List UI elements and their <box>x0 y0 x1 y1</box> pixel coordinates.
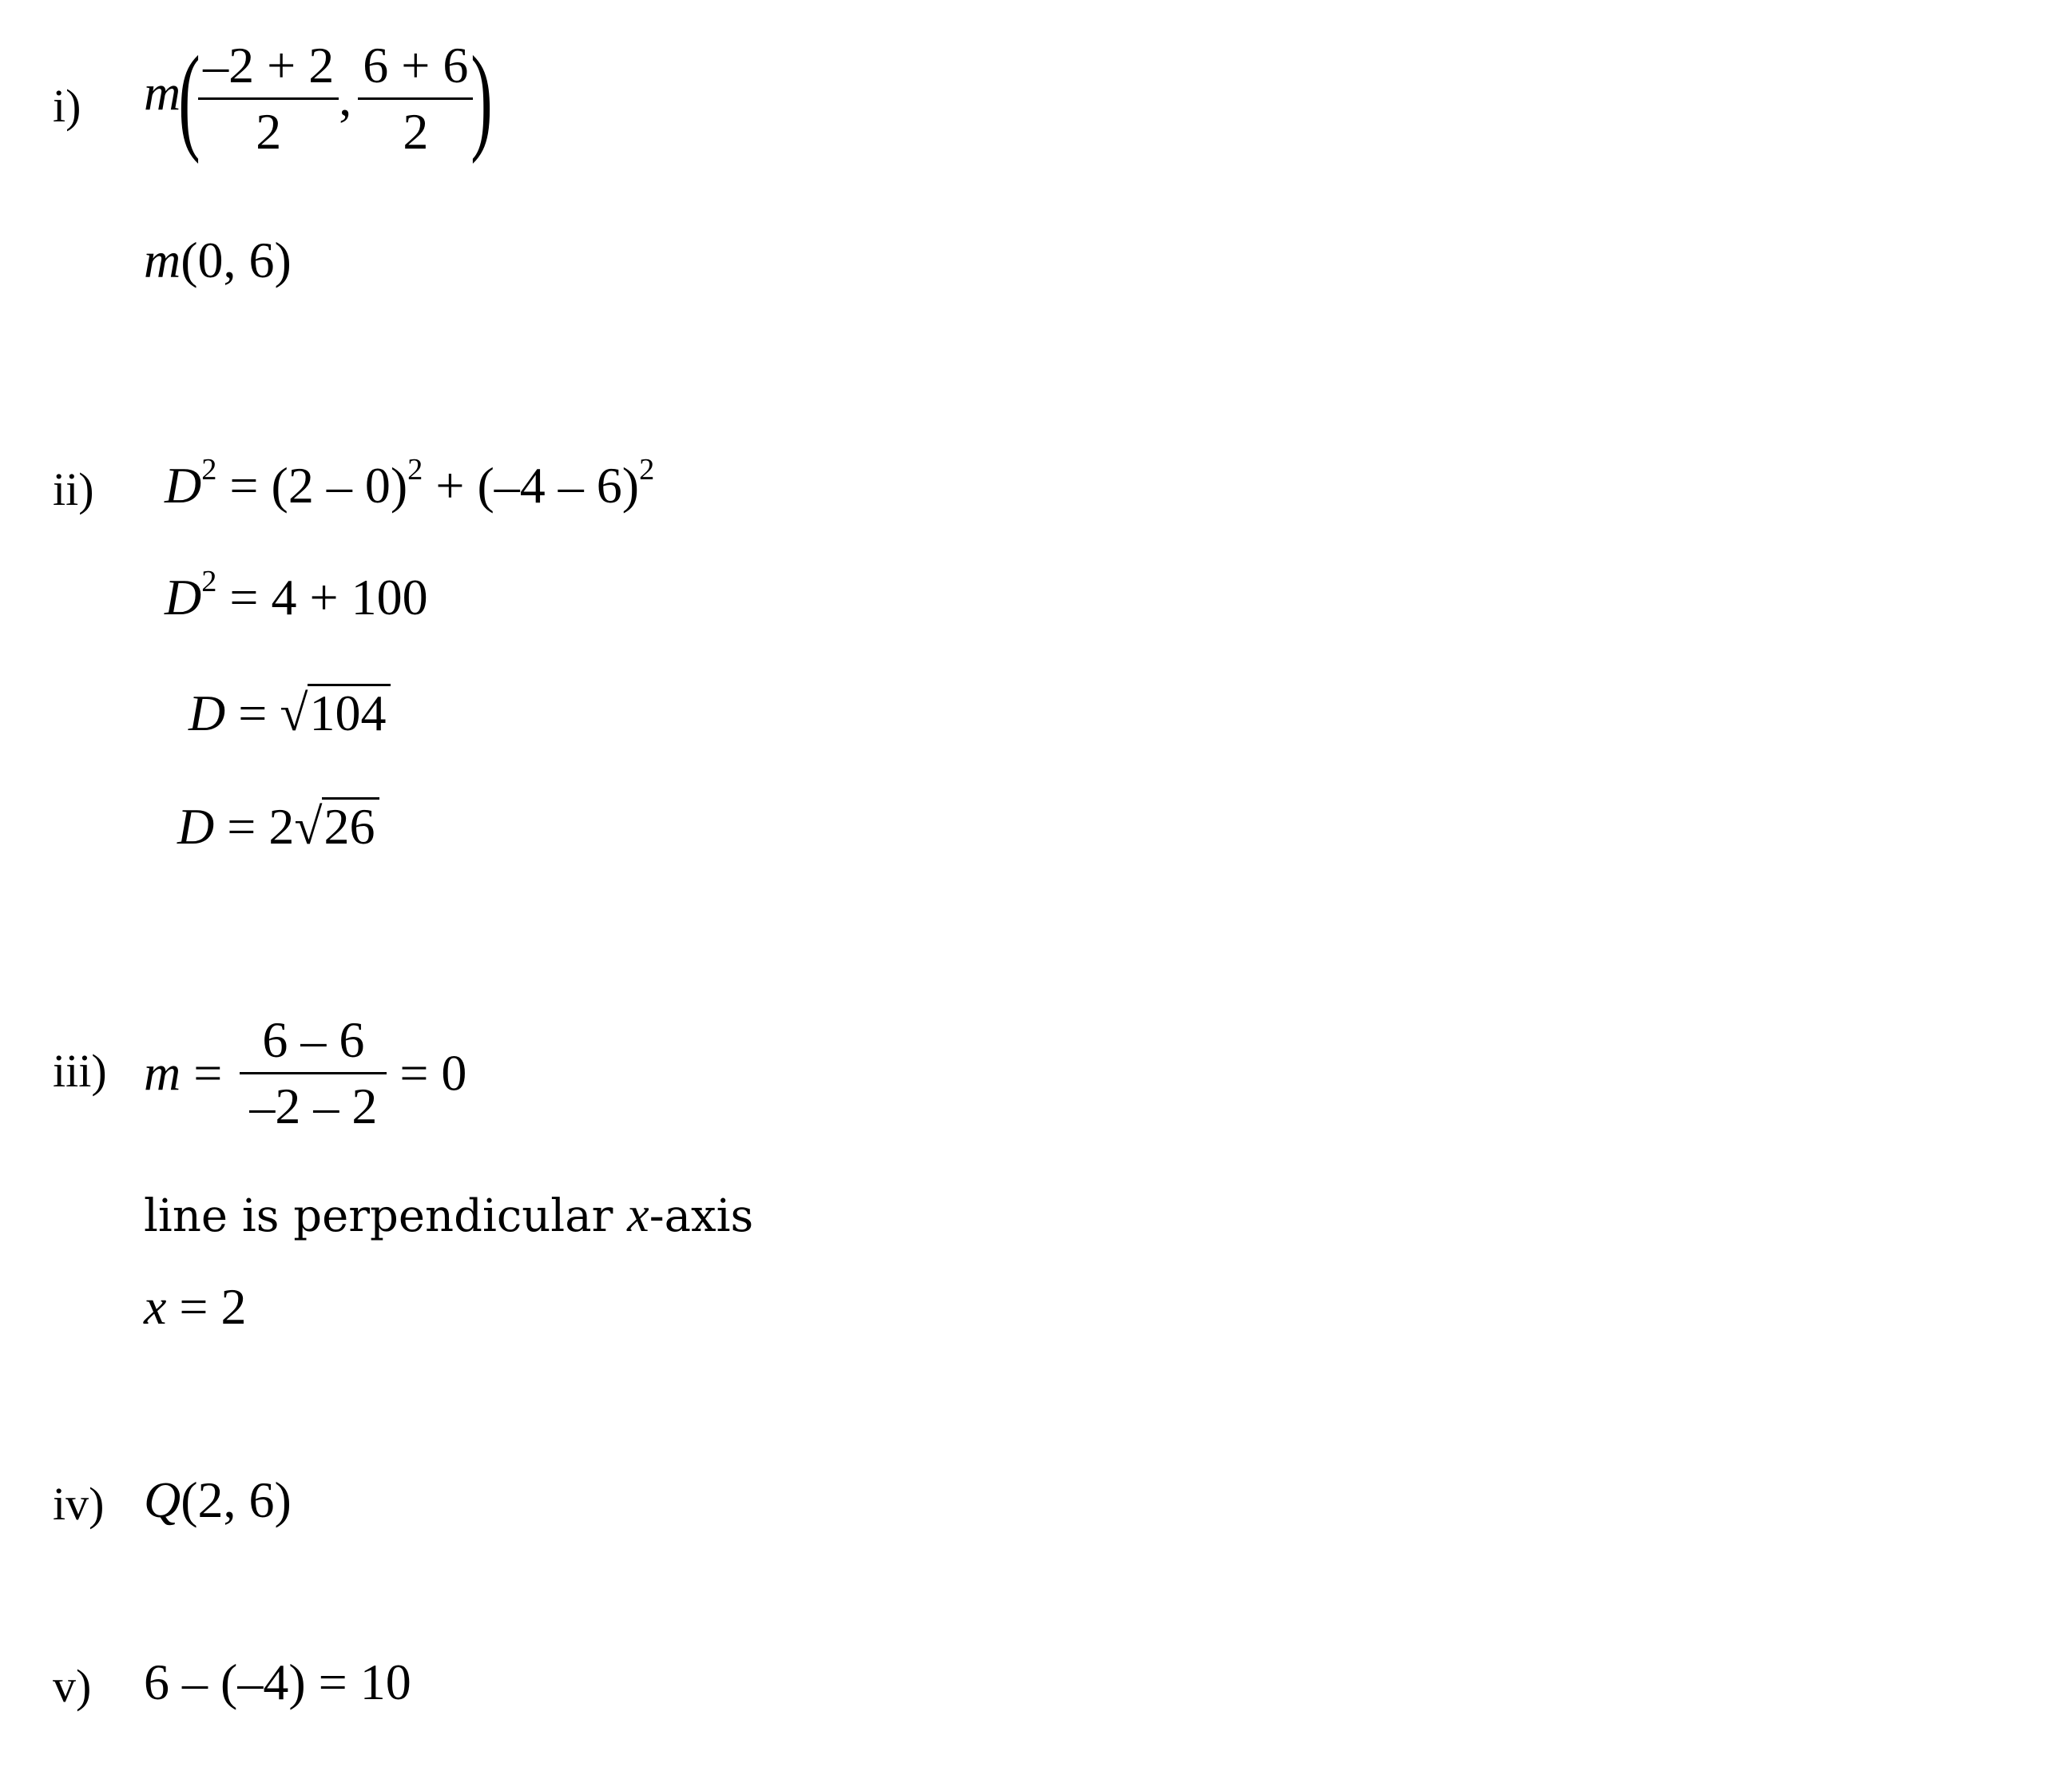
point-q-var: Q <box>144 1471 181 1528</box>
midpoint-result-args: (0, 6) <box>181 232 292 288</box>
radicand: 26 <box>322 797 379 852</box>
root-sign: √ <box>294 798 323 855</box>
gradient-denominator: –2 – 2 <box>249 1078 378 1134</box>
fraction-x-numerator: –2 + 2 <box>198 40 339 100</box>
midpoint-fn: m <box>144 64 181 121</box>
line-equation-var: x <box>144 1278 167 1335</box>
line-equation-rhs: = 2 <box>166 1278 247 1335</box>
distance-rhs-b: + (–4 – 6) <box>423 457 640 514</box>
statement-var: x <box>627 1188 649 1242</box>
gradient-var: m <box>144 1044 181 1102</box>
radicand: 104 <box>308 684 391 739</box>
distance-var: D <box>165 569 202 625</box>
square-root <box>294 797 379 855</box>
fraction-y-numerator: 6 + 6 <box>358 40 473 100</box>
comma: , <box>339 69 352 126</box>
distance-sum: = 4 + 100 <box>216 569 428 625</box>
fraction-y-denominator: 2 <box>403 102 429 160</box>
distance-squared-sum <box>165 565 428 625</box>
difference-expression: 6 – (–4) = 10 <box>144 1654 411 1710</box>
distance-var: D <box>177 798 215 855</box>
fraction-x <box>198 36 339 160</box>
equals-coefficient: = 2 <box>214 798 295 855</box>
point-q <box>144 1471 292 1528</box>
statement-text-b: -axis <box>649 1190 754 1242</box>
part-v-label: v) <box>53 1660 92 1712</box>
exponent: 2 <box>201 565 217 599</box>
root-sign: √ <box>280 685 308 741</box>
perpendicular-statement <box>144 1190 753 1240</box>
distance-rhs-a: = (2 – 0) <box>216 457 408 514</box>
midpoint-formula <box>144 32 494 165</box>
distance-root <box>189 684 391 739</box>
equals: = <box>181 1044 236 1102</box>
point-q-args: (2, 6) <box>181 1471 292 1528</box>
part-i-label: i) <box>53 80 81 132</box>
fraction-x-denominator: 2 <box>256 102 282 160</box>
exponent: 2 <box>639 453 655 487</box>
fraction-y <box>358 36 473 160</box>
line-equation <box>144 1278 247 1335</box>
gradient-fraction <box>240 1011 387 1134</box>
equals: = <box>225 685 280 741</box>
exponent: 2 <box>201 453 217 487</box>
square-root <box>280 684 391 739</box>
distance-simplified <box>177 797 379 855</box>
gradient-formula <box>144 1011 467 1134</box>
distance-formula <box>165 453 655 514</box>
gradient-numerator: 6 – 6 <box>240 1015 387 1074</box>
part-iii-label: iii) <box>53 1045 107 1097</box>
distance-var: D <box>165 457 202 514</box>
midpoint-result-fn: m <box>144 232 181 288</box>
right-paren: ) <box>470 32 494 165</box>
left-paren: ( <box>178 32 200 165</box>
distance-var: D <box>189 685 226 741</box>
part-ii-label: ii) <box>53 463 94 515</box>
statement-text-a: line is perpendicular <box>144 1190 628 1242</box>
part-iv-label: iv) <box>53 1478 105 1530</box>
gradient-result: = 0 <box>387 1044 467 1102</box>
midpoint-result <box>144 232 292 288</box>
exponent: 2 <box>407 453 423 487</box>
